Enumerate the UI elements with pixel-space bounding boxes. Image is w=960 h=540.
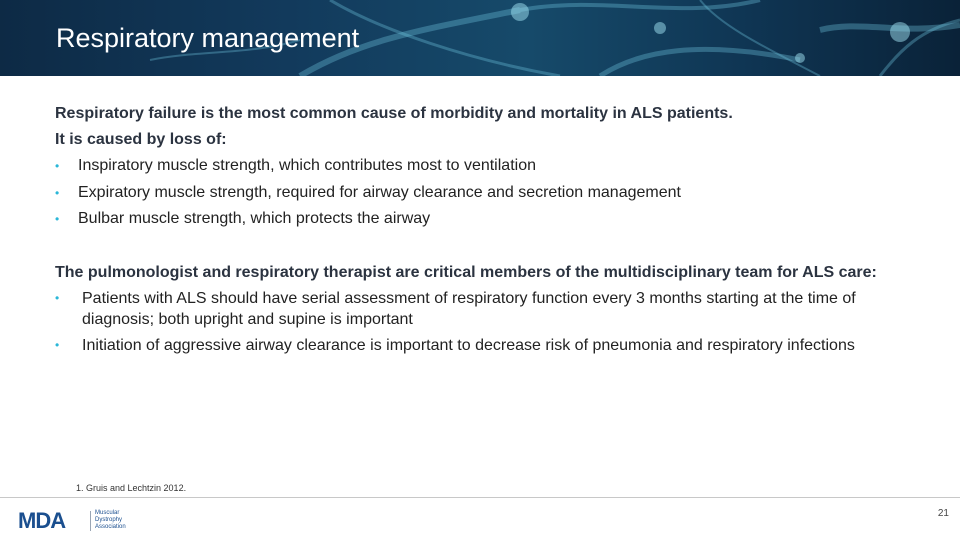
list-item bbox=[55, 206, 905, 233]
logo-org-line: Dystrophy bbox=[95, 517, 123, 523]
list-item bbox=[55, 153, 905, 180]
logo-org-line: Muscular bbox=[95, 510, 120, 516]
section1-bullet-list bbox=[55, 153, 905, 233]
slide-title: Respiratory management bbox=[56, 23, 360, 53]
bullet-text: Bulbar muscle strength, which protects the airway bbox=[78, 210, 431, 227]
citation-footnote: 1. Gruis and Lechtzin 2012. bbox=[76, 483, 187, 493]
bullet-icon: • bbox=[55, 185, 60, 200]
list-item bbox=[55, 288, 905, 330]
section2-heading: The pulmonologist and respiratory therapist are critical members of the multidisciplinary team for ALS care: bbox=[55, 264, 877, 281]
logo-org-line: Association bbox=[95, 524, 126, 530]
section2-bullet-list bbox=[55, 288, 905, 356]
bullet-text: Inspiratory muscle strength, which contributes most to ventilation bbox=[78, 157, 536, 174]
bullet-icon: • bbox=[55, 291, 60, 305]
logo-mark: MDA bbox=[18, 508, 66, 533]
bullet-icon: • bbox=[55, 338, 60, 352]
mda-logo bbox=[18, 508, 158, 534]
section-care-team bbox=[55, 262, 905, 356]
logo-divider bbox=[90, 511, 91, 531]
bullet-icon: • bbox=[55, 212, 60, 226]
section-morbidity bbox=[55, 101, 905, 233]
bullet-text: Initiation of aggressive airway clearance is important to decrease risk of pneumonia and respiratory infections bbox=[82, 337, 855, 354]
bullet-icon: • bbox=[55, 159, 60, 173]
list-item bbox=[55, 180, 905, 207]
title-banner bbox=[0, 0, 960, 76]
page-number: 21 bbox=[937, 508, 949, 519]
bullet-text: Expiratory muscle strength, required for airway clearance and secretion management bbox=[78, 183, 681, 201]
bullet-text: Patients with ALS should have serial assessment of respiratory function every 3 months starting at the time of diagnosis; both upright and supine is important bbox=[82, 290, 856, 328]
list-item bbox=[55, 335, 905, 356]
logo-org-name bbox=[95, 510, 155, 531]
footer-divider bbox=[0, 497, 960, 498]
section1-heading-line2: It is caused by loss of: bbox=[55, 131, 227, 148]
section1-heading-line1: Respiratory failure is the most common cause of morbidity and mortality in ALS patients. bbox=[55, 105, 733, 122]
